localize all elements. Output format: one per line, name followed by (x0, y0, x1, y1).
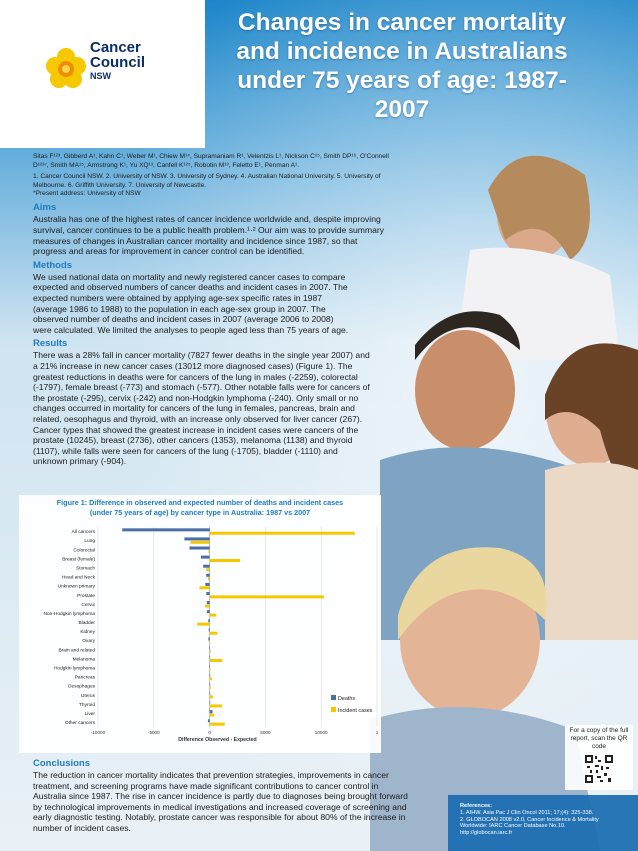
category-label: Colorectal (73, 548, 95, 554)
category-label: Melanoma (72, 657, 95, 663)
incident-cases-bar (208, 577, 210, 580)
incident-cases-bar (210, 695, 213, 698)
category-label: All cancers (71, 530, 95, 536)
incident-cases-bar (200, 586, 210, 589)
logo-line-3: NSW (90, 71, 111, 81)
incident-cases-bar (210, 559, 241, 562)
category-label: Other cancers (64, 721, 95, 727)
incident-cases-bar (210, 632, 218, 635)
legend-label: Incident cases (338, 707, 373, 714)
incident-cases-bar (210, 614, 217, 617)
legend-swatch (331, 695, 336, 700)
author-list: Sitas F¹²³, Gibberd A¹, Kahn C¹, Weber M¹, Chiew M¹⁴, Supramaniam R¹, Velentzis L¹, Nickson C¹⁵, Smith DP¹⁶, O’Connell D¹²³⁷, Smith MA¹⁵, Armstrong K¹, Yu XQ¹³, Canfell K¹²⁵, Robotin M¹³, Feletto E¹, Penman A¹. (33, 153, 389, 169)
logo-line-2: Council (90, 54, 145, 71)
incident-cases-bar (205, 604, 209, 607)
affiliation-list: 1. Cancer Council NSW. 2. University of NSW. 3. University of Sydney. 4. Australian National University. 5. University of Melbourne. 6. Griffith University. 7. University of Newcastle. (33, 173, 381, 189)
category-label: Uterus (80, 693, 95, 699)
figure-title-line-1: Figure 1: Difference in observed and expected number of deaths and incident cases (56, 498, 344, 507)
x-tick-label: 0 (208, 730, 211, 735)
incident-cases-bar (208, 550, 209, 553)
aims-text: Australia has one of the highest rates of cancer incidence worldwide and, despite improving survival, cancer continues to be a public health problem.¹·² Our aim was to provide summary measures of changes in Australian cancer mortality and incidence since 1987, so that progress and areas for improvement in cancer control can be identified. (33, 214, 385, 257)
qr-code-icon[interactable] (584, 754, 614, 784)
methods-heading: Methods (33, 259, 73, 271)
deaths-bar (209, 665, 210, 668)
x-tick-label: 10000 (314, 730, 328, 735)
references (460, 803, 610, 837)
deaths-bar (210, 701, 211, 704)
incident-cases-bar (210, 595, 324, 598)
deaths-bar (210, 692, 211, 695)
deaths-bar (210, 683, 211, 686)
x-tick-label: -10000 (90, 730, 106, 735)
methods-text: We used national data on mortality and newly registered cancer cases to compare expected and observed numbers of cancer deaths and incident cases in 2007. The expected numbers were obtained by applying age-sex specific rates in 1987 (average 1986 to 1988) to the population in each age-sex group in 2007. The observed number of deaths and incident cases in 2007 (average 2006 to 2008) were calculated. We limited the analyses to people aged less than 75 years of age. (33, 271, 349, 335)
deaths-bar (210, 656, 211, 659)
figure-title (23, 498, 377, 518)
references-heading: References: (460, 803, 493, 809)
figure-1 (19, 495, 381, 753)
chart-category-labels (44, 529, 96, 726)
category-label: Oesophagus (67, 684, 95, 690)
deaths-bar (210, 710, 213, 713)
aims-heading: Aims (33, 202, 57, 214)
category-label: Ovary (82, 639, 95, 645)
incident-cases-bar (209, 641, 210, 644)
deaths-bar (206, 592, 209, 595)
category-label: Kidney (80, 630, 95, 636)
incident-cases-bar (210, 650, 211, 653)
qr-code-box[interactable] (565, 725, 633, 790)
reference-1: 1. AIHW. Asia Pac J Clin Oncol 2011; 17;(4): 325-338. (460, 809, 594, 816)
deaths-bar (208, 719, 210, 722)
chart-legend (331, 695, 373, 714)
incident-cases-bar (210, 659, 223, 662)
bar-chart (19, 495, 381, 758)
category-label: Stomach (76, 566, 95, 572)
category-label: Brain and related (58, 648, 95, 654)
incident-cases-bar (210, 723, 225, 726)
incident-cases-bar (210, 668, 211, 671)
incident-cases-bar (210, 686, 211, 689)
category-label: Head and Neck (61, 575, 95, 581)
incident-cases-bar (210, 532, 355, 535)
category-label: Unknown primary (57, 584, 95, 590)
x-tick-label: -5000 (147, 730, 160, 735)
deaths-bar (206, 574, 209, 577)
category-label: Liver (84, 711, 95, 717)
chart-x-axis-label: Difference Observed - Expected (178, 737, 257, 743)
category-label: Non-Hodgkin lymphoma (43, 611, 95, 617)
results-heading: Results (33, 338, 68, 350)
category-label: Hodgkin lymphoma (53, 666, 95, 672)
deaths-bar (209, 647, 210, 650)
deaths-bar (122, 528, 209, 531)
deaths-bar (184, 537, 209, 540)
header (0, 0, 638, 148)
x-tick-label: 5000 (260, 730, 271, 735)
chart-bars (122, 528, 355, 725)
deaths-bar (209, 628, 210, 631)
figure-title-line-2: (under 75 years of age) by cancer type in Australia: 1987 vs 2007 (89, 508, 311, 517)
deaths-bar (205, 583, 209, 586)
deaths-bar (208, 619, 209, 622)
deaths-bar (207, 601, 210, 604)
present-address: *Present address: University of NSW (33, 190, 141, 197)
category-label: Lung (84, 539, 95, 545)
reference-2: 2. GLOBOCAN 2008 v2.0, Cancer Incidence & Mortality Worldwide: IARC Cancer Database No.10. http://globocan.iarc.fr (460, 816, 599, 837)
category-label: Thyroid (79, 702, 95, 708)
incident-cases-bar (210, 714, 214, 717)
deaths-bar (207, 610, 210, 613)
category-label: Pancreas (74, 675, 95, 681)
affiliations (33, 173, 393, 198)
legend-swatch (331, 707, 336, 712)
deaths-bar (208, 637, 209, 640)
logo-wordmark (90, 40, 145, 82)
conclusions-heading: Conclusions (33, 758, 91, 769)
conclusions-text: The reduction in cancer mortality indicates that prevention strategies, improvements in cancer treatment, and screening programs have made significant contributions to cancer control in Australia since 1987. The rise in cancer incidence is partly due to diagnoses being brought forward by technological improvements in medical investigations and increased coverage of screening and early diagnostic testing. Notably, prostate cancer was responsible for about 80% of the increase in number of incident cases. (33, 770, 408, 833)
incident-cases-bar (191, 541, 210, 544)
category-label: Breast (female) (62, 557, 95, 563)
qr-caption: For a copy of the full report, scan the QR code (569, 727, 629, 750)
incident-cases-bar (197, 623, 209, 626)
deaths-bar (190, 547, 210, 550)
chart-svg (19, 495, 381, 753)
incident-cases-bar (206, 568, 209, 571)
chart-tick-labels (91, 730, 379, 735)
category-label: Cervix (81, 602, 95, 608)
deaths-bar (201, 556, 210, 559)
legend-label: Deaths (338, 695, 356, 702)
x-tick-label: 1 (375, 730, 379, 735)
daffodil-icon (44, 46, 88, 92)
conclusions-section (33, 757, 413, 837)
incident-cases-bar (210, 677, 212, 680)
deaths-bar (210, 674, 211, 677)
category-label: Prostate (77, 593, 95, 599)
poster-body (33, 153, 393, 470)
incident-cases-bar (210, 704, 222, 707)
poster-title: Changes in cancer mortality and incidence in Australians under 75 years of age: 1987-2007 (236, 9, 568, 123)
deaths-bar (203, 565, 209, 568)
cancer-council-logo (44, 40, 194, 110)
category-label: Bladder (78, 621, 95, 627)
logo-line-1: Cancer (90, 39, 141, 56)
results-text: There was a 28% fall in cancer mortality (7827 fewer deaths in the single year 2007) and a 21% increase in new cancer cases (13012 more diagnosed cases) (Figure 1). The greatest reductions in deaths were for cancers of the lung in males (-2259), colorectal (-1797), female breast (-773) and stomach (-577). Other notable falls were for cancers of the prostate (-295), cervix (-242) and non-Hodgkin lymphoma (-240). Only small or no changes occurred in mortality for cancers of the lung in females, pancreas, brain and related, oesophagus and thyroid, with an increase only observed for liver cancer (267). Cancer types that showed the greatest increase in incident cases were cancers of the prostate (10245), breast (2736), other cancers (1353), melanoma (1138) and thyroid (1107), while falls were seen for cancers of the lung (-1705), bladder (-1110) and unknown primary (-904). (33, 350, 370, 467)
